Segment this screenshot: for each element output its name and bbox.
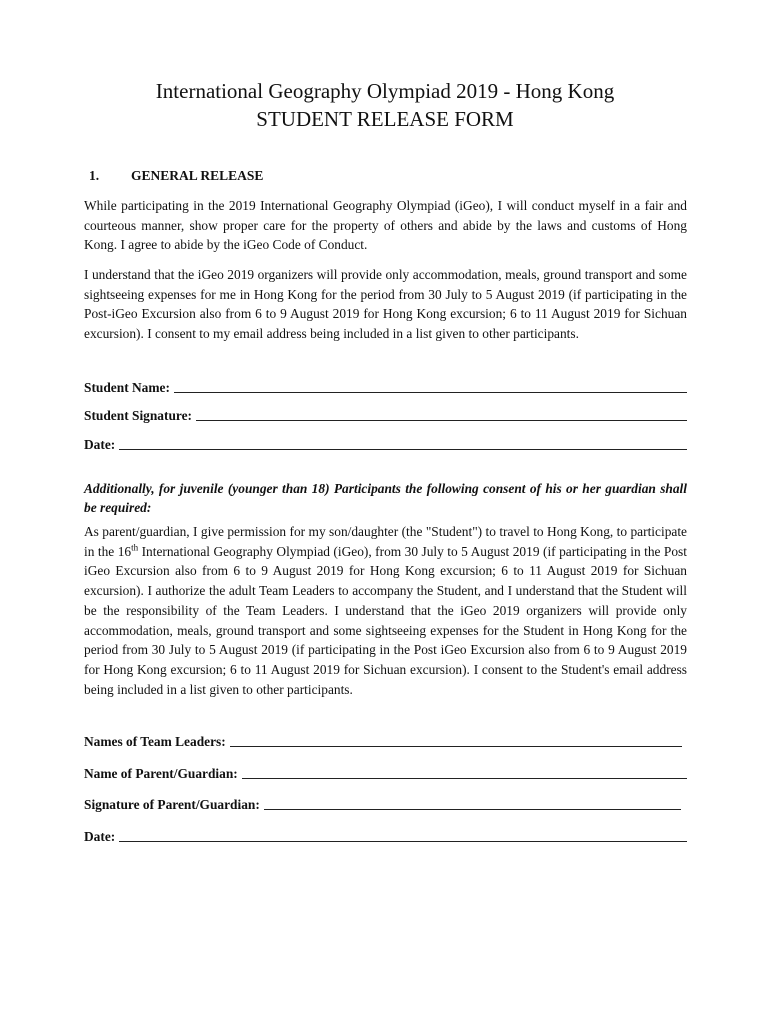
ordinal-superscript: th [131,542,139,553]
parent-name-label: Name of Parent/Guardian: [84,766,238,781]
expenses-paragraph: I understand that the iGeo 2019 organizers will provide only accommodation, meals, ground transport and some sightseeing expenses for me in Hong Kong for the period from 30 July to 5 August 2019 (if participating in the Post-iGeo Excursion also from 6 to 9 August 2019 for Hong Kong excursion; 6 to 11 August 2019 for Sichuan excursion). I consent to my email address being included in a list given to other participants. [84,267,687,342]
student-name-label: Student Name: [84,380,170,395]
section-title: GENERAL RELEASE [131,168,264,183]
conduct-paragraph: While participating in the 2019 International Geography Olympiad (iGeo), I will conduct myself in a fair and courteous manner, show proper care for the property of others and abide by the laws and customs of Hong Kong. I agree to abide by the iGeo Code of Conduct. [84,198,687,253]
guardian-date-label: Date: [84,829,116,844]
parent-name-field [84,761,687,783]
student-signature-field [84,403,687,425]
parent-signature-line[interactable] [264,809,681,810]
student-signature-line[interactable] [196,420,687,421]
student-name-line[interactable] [174,392,687,393]
guardian-date-field [84,824,687,846]
student-date-line[interactable] [119,449,687,450]
guardian-date-line[interactable] [119,841,687,842]
team-leaders-label: Names of Team Leaders: [84,734,226,749]
document-title: International Geography Olympiad 2019 - Hong Kong [155,79,615,103]
section-number: 1. [89,168,100,183]
team-leaders-field [84,729,682,751]
guardian-text-part1: As parent/guardian, I give permission for my son/daughter (the "Student") to travel to Hong Kong, to participate in the 16 [84,524,687,559]
juvenile-notice: Additionally, for juvenile (younger than 18) Participants the following consent of his or her guardian shall be required: [84,481,687,515]
section-heading [89,167,263,185]
parent-signature-label: Signature of Parent/Guardian: [84,797,260,812]
student-date-label: Date: [84,437,116,452]
parent-name-line[interactable] [242,778,687,779]
student-signature-label: Student Signature: [84,408,193,423]
team-leaders-line[interactable] [230,746,682,747]
guardian-consent-paragraph [84,522,687,699]
parent-signature-field [84,792,681,814]
student-name-field [84,375,687,397]
guardian-text-part2: International Geography Olympiad (iGeo), from 30 July to 5 August 2019 (if participating in the Post iGeo Excursion also from 6 to 9 August 2019 for Hong Kong excursion; 6 to 11 August 2019 for Sichuan excursion). I authorize the adult Team Leaders to accompany the Student, and I understand that the Student will be the responsibility of the Team Leaders. I understand that the iGeo 2019 organizers will provide only accommodation, meals, ground transport and some sightseeing expenses for the Student in Hong Kong for the period from 30 July to 5 August 2019 (if participating in the Post iGeo Excursion also from 6 to 9 August 2019 for Hong Kong excursion; 6 to 11 August 2019 for Sichuan excursion). I consent to the Student's email address being included in a list given to other participants. [84,543,687,697]
student-date-field [84,432,687,454]
form-title: STUDENT RELEASE FORM [256,107,514,131]
